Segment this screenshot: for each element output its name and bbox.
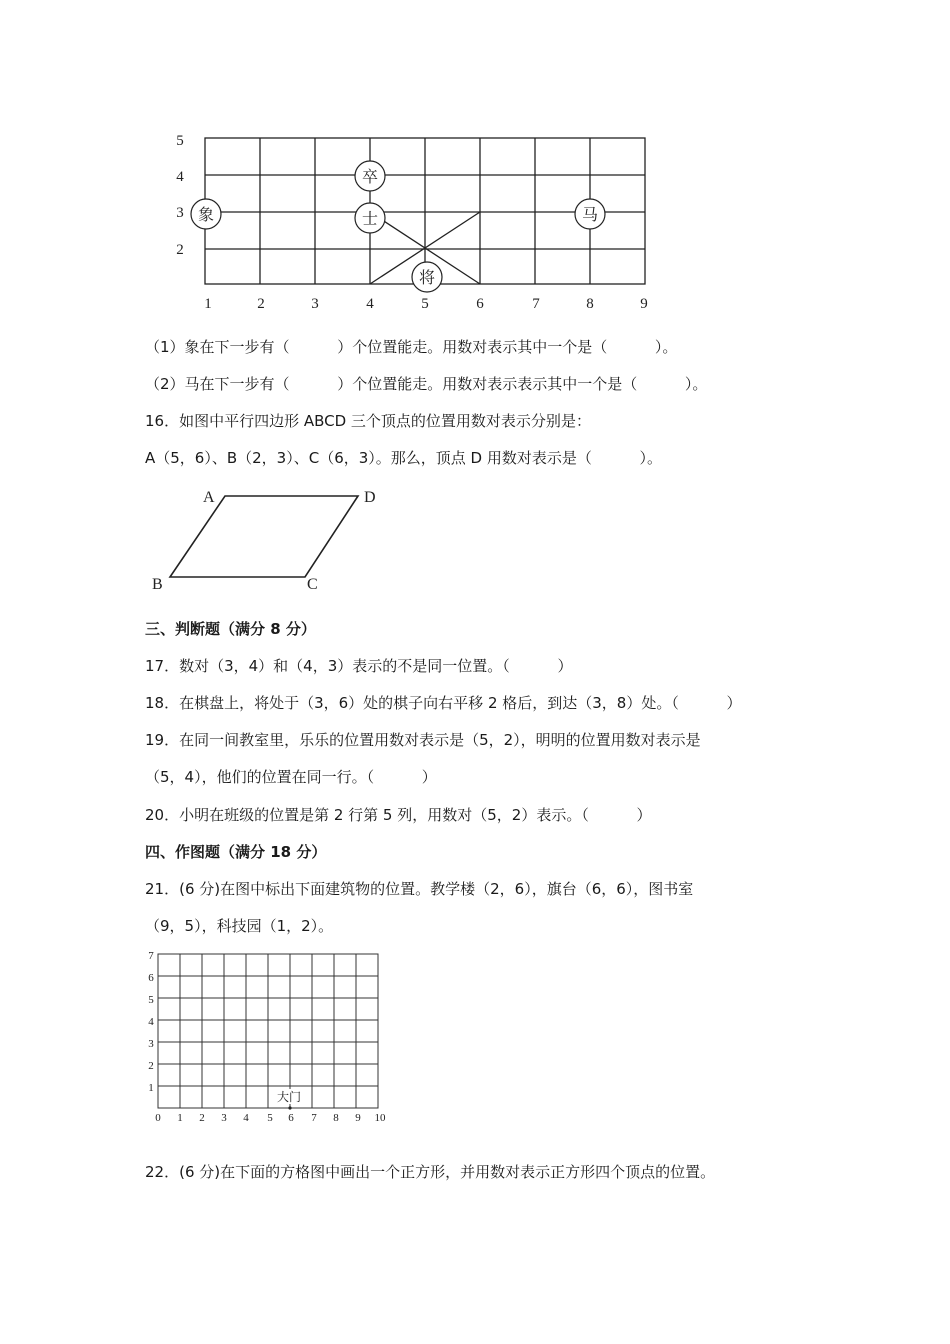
q17: 17．数对（3，4）和（4，3）表示的不是同一位置。（ ） bbox=[145, 657, 573, 675]
parallelogram-abcd bbox=[170, 496, 358, 577]
x-label-8: 8 bbox=[586, 296, 594, 312]
grid-x-label-2: 2 bbox=[199, 1112, 205, 1124]
grid-x-label-5: 5 bbox=[267, 1112, 273, 1124]
piece-zu-label: 卒 bbox=[361, 169, 379, 186]
x-label-2: 2 bbox=[257, 296, 265, 312]
grid-y-label-3: 3 bbox=[148, 1038, 154, 1050]
grid-y-label-5: 5 bbox=[148, 994, 154, 1006]
grid-y-label-2: 2 bbox=[148, 1060, 154, 1072]
piece-ma-label: 马 bbox=[581, 207, 599, 224]
y-label-3: 3 bbox=[176, 205, 184, 221]
x-label-7: 7 bbox=[532, 296, 540, 312]
y-label-5: 5 bbox=[176, 133, 184, 149]
grid-x-label-1: 1 bbox=[177, 1112, 183, 1124]
grid-x-label-7: 7 bbox=[311, 1112, 317, 1124]
grid-x-label-8: 8 bbox=[333, 1112, 339, 1124]
q21-line2: （9，5），科技园（1，2）。 bbox=[145, 917, 334, 935]
grid-y-label-6: 6 bbox=[148, 972, 154, 984]
gate-point bbox=[288, 1106, 291, 1109]
coordinate-grid-figure bbox=[140, 946, 400, 1131]
vertex-label-c: C bbox=[307, 576, 318, 593]
grid-y-label-1: 1 bbox=[148, 1082, 154, 1094]
q16-line2: A（5，6）、B（2，3）、C（6，3）。那么，顶点 D 用数对表示是（ ）。 bbox=[145, 449, 663, 467]
gate-label: 大门 bbox=[276, 1090, 302, 1104]
q19-line1: 19．在同一间教室里，乐乐的位置用数对表示是（5，2），明明的位置用数对表示是 bbox=[145, 731, 701, 749]
grid-x-label-0: 0 bbox=[155, 1112, 161, 1124]
piece-jiang-label: 将 bbox=[418, 270, 436, 287]
q16-line1: 16．如图中平行四边形 ABCD 三个顶点的位置用数对表示分别是： bbox=[145, 412, 591, 430]
vertex-label-b: B bbox=[152, 576, 163, 593]
x-label-4: 4 bbox=[366, 296, 374, 312]
q22: 22．(6 分)在下面的方格图中画出一个正方形，并用数对表示正方形四个顶点的位置。 bbox=[145, 1163, 716, 1181]
y-label-4: 4 bbox=[176, 169, 184, 185]
q21-line1: 21．(6 分)在图中标出下面建筑物的位置。教学楼（2，6），旗台（6，6），图书室 bbox=[145, 880, 694, 898]
vertex-label-d: D bbox=[364, 489, 376, 506]
section-4-title: 四、作图题（满分 18 分） bbox=[145, 843, 327, 861]
grid-y-label-4: 4 bbox=[148, 1016, 154, 1028]
grid-x-label-10: 10 bbox=[374, 1112, 386, 1124]
x-label-1: 1 bbox=[204, 296, 212, 312]
x-label-3: 3 bbox=[311, 296, 319, 312]
piece-xiang-label: 象 bbox=[197, 207, 215, 224]
grid-x-label-6: 6 bbox=[288, 1112, 294, 1124]
grid-y-label-7: 7 bbox=[148, 950, 154, 962]
q15-part1: （1）象在下一步有（ ）个位置能走。用数对表示其中一个是（ ）。 bbox=[145, 338, 678, 356]
y-label-2: 2 bbox=[176, 242, 184, 258]
q18: 18．在棋盘上，将处于（3，6）处的棋子向右平移 2 格后，到达（3，8）处。（ ） bbox=[145, 694, 742, 712]
parallelogram-figure bbox=[145, 485, 395, 600]
q19-line2: （5，4），他们的位置在同一行。（ ） bbox=[145, 768, 437, 786]
grid-x-label-9: 9 bbox=[355, 1112, 361, 1124]
q20: 20．小明在班级的位置是第 2 行第 5 列，用数对（5，2）表示。（ ） bbox=[145, 806, 652, 824]
x-label-9: 9 bbox=[640, 296, 648, 312]
grid-x-label-4: 4 bbox=[243, 1112, 249, 1124]
piece-shi-label: 士 bbox=[361, 211, 379, 228]
x-label-5: 5 bbox=[421, 296, 429, 312]
section-3-title: 三、判断题（满分 8 分） bbox=[145, 620, 316, 638]
x-label-6: 6 bbox=[476, 296, 484, 312]
q15-part2: （2）马在下一步有（ ）个位置能走。用数对表示表示其中一个是（ ）。 bbox=[145, 375, 708, 393]
grid-x-label-3: 3 bbox=[221, 1112, 227, 1124]
chessboard-figure bbox=[160, 128, 660, 318]
vertex-label-a: A bbox=[203, 489, 215, 506]
